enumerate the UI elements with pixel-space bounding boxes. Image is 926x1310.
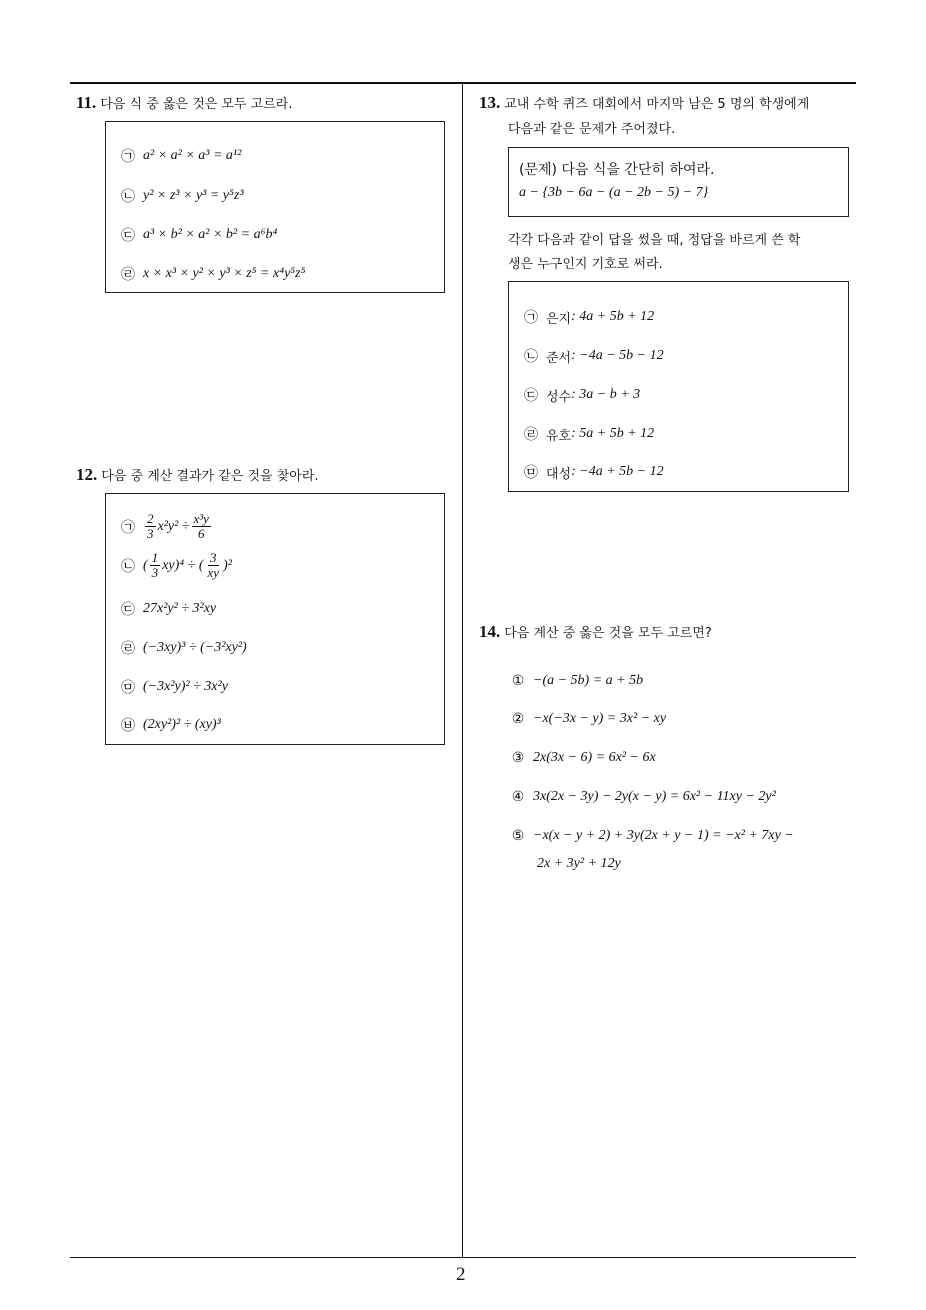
option-expression: 27x²y² ÷ 3²xy [143, 601, 217, 616]
option-expression-suffix: )² [223, 557, 232, 573]
fraction-numerator: x³y [193, 511, 209, 526]
question-13-heading [479, 90, 809, 118]
question-prompt: 다음 계산 중 옳은 것을 모두 고르면? [504, 626, 712, 641]
fraction [145, 512, 156, 541]
option-mark: ㉣ [121, 641, 135, 657]
option-mark: ② [511, 711, 525, 727]
fraction-denominator: 6 [197, 526, 205, 541]
q11-option-1[interactable] [121, 146, 241, 166]
problem-instruction: (문제) 다음 식을 간단히 하여라. [519, 162, 715, 178]
question-prompt: 다음 식 중 옳은 것은 모두 고르라. [100, 97, 293, 112]
student-answer: : 3a − b + 3 [571, 387, 641, 402]
student-answer: : 5a + 5b + 12 [571, 426, 655, 441]
option-expression: −(a − 5b) = a + 5b [533, 673, 644, 688]
option-mark: ㉡ [121, 189, 135, 205]
q14-option-5-continuation: 2x + 3y² + 12y [537, 856, 621, 871]
option-mark: ㉢ [121, 602, 135, 618]
option-mark: ㉡ [121, 558, 135, 575]
q13-option-3[interactable] [524, 385, 640, 405]
option-mark: ㉤ [121, 680, 135, 696]
q13-option-5[interactable] [524, 462, 664, 482]
fraction [150, 551, 161, 580]
q12-option-6[interactable] [121, 715, 221, 735]
question-prompt-line-1: 교내 수학 퀴즈 대회에서 마지막 남은 5 명의 학생에게 [504, 97, 810, 112]
option-mark: ⑤ [511, 828, 525, 844]
problem-expression: a − {3b − 6a − (a − 2b − 5) − 7} [519, 185, 709, 200]
question-13-after-line-1: 각각 다음과 같이 답을 썼을 때, 정답을 바르게 쓴 학 [508, 233, 801, 248]
q12-option-5[interactable] [121, 677, 228, 697]
q14-option-1[interactable] [511, 673, 643, 689]
option-expression-middle: xy)⁴ ÷ ( [162, 557, 204, 573]
student-name: 준서 [546, 350, 572, 366]
question-number: 13. [479, 93, 501, 112]
student-answer: : 4a + 5b + 12 [571, 309, 655, 324]
q11-option-3[interactable] [121, 225, 277, 245]
student-name: 성수 [546, 389, 572, 405]
question-13-problem-box [508, 147, 849, 217]
q12-option-1[interactable] [121, 512, 213, 541]
option-mark: ③ [511, 750, 525, 766]
option-mark: ㉣ [121, 267, 135, 283]
q12-option-4[interactable] [121, 638, 247, 658]
option-mark: ㉠ [121, 519, 135, 536]
fraction-numerator: 3 [210, 550, 217, 565]
question-12-heading [76, 462, 319, 490]
option-mark: ④ [511, 789, 525, 805]
option-expression: a³ × b² × a² × b² = a⁶b⁴ [143, 227, 278, 242]
page-number: 2 [456, 1264, 466, 1285]
option-expression: −x(x − y + 2) + 3y(2x + y − 1) = −x² + 7xy − [533, 828, 794, 843]
fraction [205, 551, 221, 580]
question-11-heading [76, 90, 293, 118]
question-number: 12. [76, 465, 98, 484]
student-name: 대성 [546, 466, 572, 482]
q14-option-3[interactable] [511, 750, 656, 766]
fraction-numerator: 2 [147, 511, 154, 526]
option-expression: 3x(2x − 3y) − 2y(x − y) = 6x² − 11xy − 2y² [533, 789, 776, 804]
student-name: 은지 [546, 311, 572, 327]
option-mark: ㉠ [524, 310, 538, 326]
q13-option-1[interactable] [524, 307, 654, 327]
fraction-denominator: xy [207, 565, 220, 580]
q11-option-4[interactable] [121, 264, 305, 284]
q12-option-3[interactable] [121, 599, 216, 619]
option-mark: ① [511, 673, 525, 689]
question-number: 14. [479, 622, 501, 641]
option-mark: ㉤ [524, 465, 538, 481]
fraction-denominator: 3 [151, 565, 159, 580]
fraction-denominator: 3 [147, 526, 154, 541]
option-mark: ㉢ [524, 388, 538, 404]
option-expression: y² × z³ × y³ = y⁵z³ [143, 188, 244, 203]
option-expression: −x(−3x − y) = 3x² − xy [533, 711, 667, 726]
option-expression: (−3x²y)² ÷ 3x²y [143, 679, 228, 694]
option-expression: a² × a² × a³ = a¹² [143, 148, 242, 163]
bottom-rule [70, 1257, 856, 1258]
option-expression: 2x(3x − 6) = 6x² − 6x [533, 750, 656, 765]
fraction [192, 512, 211, 541]
question-prompt: 다음 중 계산 결과가 같은 것을 찾아라. [101, 469, 319, 484]
option-mark: ㉠ [121, 149, 135, 165]
question-13-after-line-2: 생은 누구인지 기호로 써라. [508, 257, 663, 272]
option-expression: x × x³ × y² × y³ × z⁵ = x⁴y⁵z⁵ [143, 266, 306, 281]
student-name: 유호 [546, 428, 572, 444]
option-mark: ㉢ [121, 228, 135, 244]
fraction-numerator: 1 [151, 550, 159, 565]
q13-option-2[interactable] [524, 346, 664, 366]
option-mark: ㉣ [524, 427, 538, 443]
q11-option-2[interactable] [121, 186, 244, 206]
option-expression-middle: x²y² ÷ [157, 518, 190, 534]
option-mark: ㉥ [121, 718, 135, 734]
q14-option-2[interactable] [511, 711, 666, 727]
option-expression-prefix: ( [143, 557, 148, 573]
question-number: 11. [76, 93, 97, 112]
q13-option-4[interactable] [524, 424, 654, 444]
option-expression: (2xy²)² ÷ (xy)³ [143, 717, 221, 732]
student-answer: : −4a + 5b − 12 [571, 464, 664, 479]
question-13-prompt-line-2: 다음과 같은 문제가 주어졌다. [508, 122, 676, 137]
question-14-heading [479, 619, 712, 647]
q14-option-5[interactable] [511, 828, 794, 844]
option-mark: ㉡ [524, 349, 538, 365]
column-divider [462, 83, 463, 1258]
q12-option-2[interactable] [121, 551, 232, 580]
top-rule [70, 82, 856, 84]
option-expression: (−3xy)³ ÷ (−3²xy²) [143, 640, 247, 655]
q14-option-4[interactable] [511, 789, 776, 805]
student-answer: : −4a − 5b − 12 [571, 348, 664, 363]
